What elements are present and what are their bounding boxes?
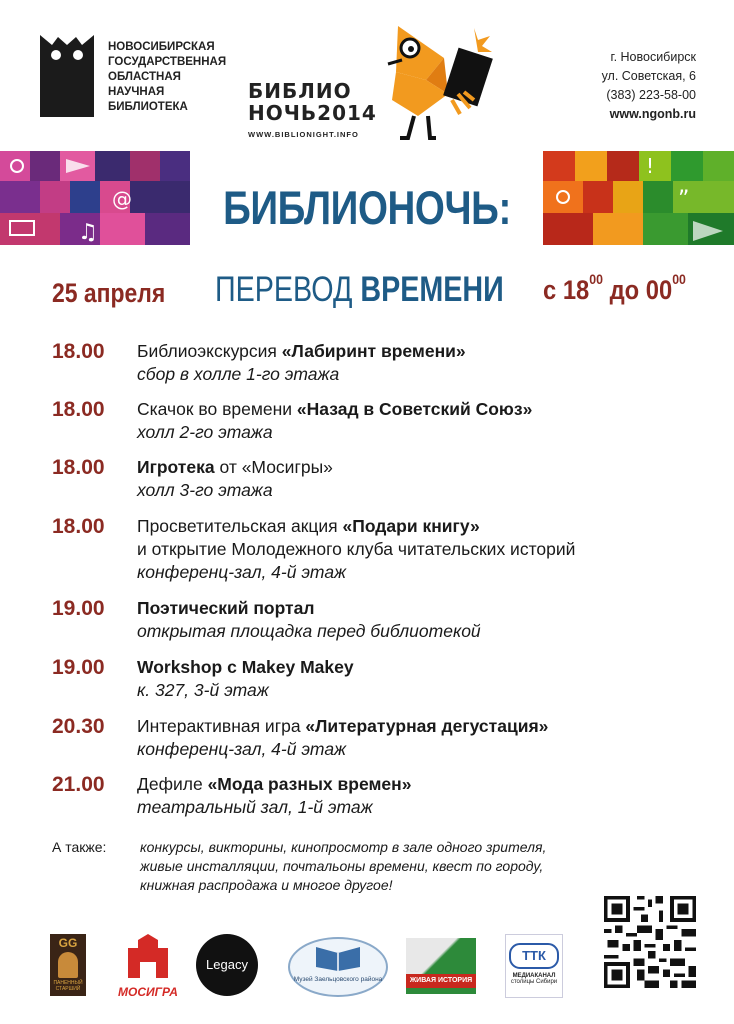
schedule-title: Workshop с Makey Makey (137, 657, 354, 677)
schedule-item (52, 773, 712, 831)
partner-logo-mosigra: МОСИГРА (112, 934, 184, 996)
schedule-extra: и открытие Молодежного клуба читательских историй (137, 539, 576, 559)
contact-website[interactable]: www.ngonb.ru (609, 107, 696, 121)
schedule-time: 19.00 (52, 597, 105, 620)
partner-logo-ttk: ТТК МЕДИАКАНАЛ столицы Сибири (505, 934, 563, 998)
schedule-item (52, 597, 712, 656)
svg-text:”: ” (678, 187, 690, 212)
schedule-item (52, 456, 712, 515)
schedule-title: Библиоэкскурсия «Лабиринт времени» (137, 341, 466, 361)
schedule-location: конференц-зал, 4-й этаж (137, 739, 347, 759)
library-name: НОВОСИБИРСКАЯ ГОСУДАРСТВЕННАЯ ОБЛАСТНАЯ НАУЧНАЯ БИБЛИОТЕКА (108, 41, 227, 113)
library-owl-logo (40, 35, 94, 117)
event-url: WWW.BIBLIONIGHT.INFO (248, 130, 359, 139)
partner-logo-legacy: Legacy (196, 934, 258, 996)
schedule-title: Игротека от «Мосигры» (137, 457, 333, 477)
contact-city: г. Новосибирск (610, 50, 696, 64)
schedule-title: Поэтический портал (137, 598, 315, 618)
schedule-title: Просветительская акция «Подари книгу» (137, 516, 480, 536)
schedule-item (52, 656, 712, 715)
biblionight-logo (248, 80, 377, 139)
main-title: БИБЛИОНОЧЬ: (223, 181, 511, 234)
schedule-item (52, 398, 712, 456)
contact-info (602, 48, 696, 124)
schedule-time: 18.00 (52, 456, 105, 479)
qr-code[interactable] (604, 896, 696, 988)
schedule-title: Дефиле «Мода разных времен» (137, 774, 412, 794)
schedule-location: холл 2-го этажа (137, 422, 273, 442)
schedule-location: конференц-зал, 4-й этаж (137, 562, 347, 582)
svg-text:@: @ (112, 187, 132, 211)
svg-text:♫: ♫ (78, 220, 98, 245)
schedule-time: 20.30 (52, 715, 105, 738)
schedule-item (52, 515, 712, 597)
event-logo-line1: БИБЛИО (248, 79, 352, 103)
kremlin-tower-icon (112, 934, 184, 980)
event-logo-line2: НОЧЬ2014 (248, 101, 377, 125)
event-subtitle: ПЕРЕВОД ВРЕМЕНИ (215, 270, 504, 309)
schedule-location: сбор в холле 1-го этажа (137, 364, 340, 384)
also-label: А также: (52, 839, 107, 855)
schedule-list (52, 340, 712, 831)
also-text: конкурсы, викторины, кинопросмотр в зале одного зрителя, живые инсталляции, почтальоны времени, квест по городу, книжная распродажа и многое другое! (140, 839, 547, 893)
schedule-time: 21.00 (52, 773, 105, 796)
schedule-time: 19.00 (52, 656, 105, 679)
book-icon (290, 939, 386, 971)
partner-logo-1: GG ПАНЕННЫЙ СТАРШИЙ (50, 934, 86, 996)
event-date: 25 апреля (52, 278, 166, 308)
partner-logo-living-history: ЖИВАЯ ИСТОРИЯ (406, 938, 476, 994)
schedule-location: к. 327, 3-й этаж (137, 680, 269, 700)
schedule-location: холл 3-го этажа (137, 480, 273, 500)
schedule-location: театральный зал, 1-й этаж (137, 797, 373, 817)
schedule-location: открытая площадка перед библиотекой (137, 621, 481, 641)
schedule-title: Скачок во времени «Назад в Советский Союз» (137, 399, 533, 419)
schedule-time: 18.00 (52, 398, 105, 421)
svg-text:!: ! (646, 154, 655, 178)
bird-with-book-illustration (378, 20, 498, 146)
schedule-time: 18.00 (52, 340, 105, 363)
schedule-item (52, 340, 712, 398)
schedule-item (52, 715, 712, 773)
schedule-time: 18.00 (52, 515, 105, 538)
schedule-title: Интерактивная игра «Литературная дегустация» (137, 716, 549, 736)
event-time-range: с $18^{00}$ до $00^{00}$ (543, 271, 686, 305)
contact-phone: (383) 223-58-00 (606, 88, 696, 102)
contact-street: ул. Советская, 6 (601, 69, 696, 83)
partner-logo-museum: Музей Заельцовского района (288, 937, 388, 997)
